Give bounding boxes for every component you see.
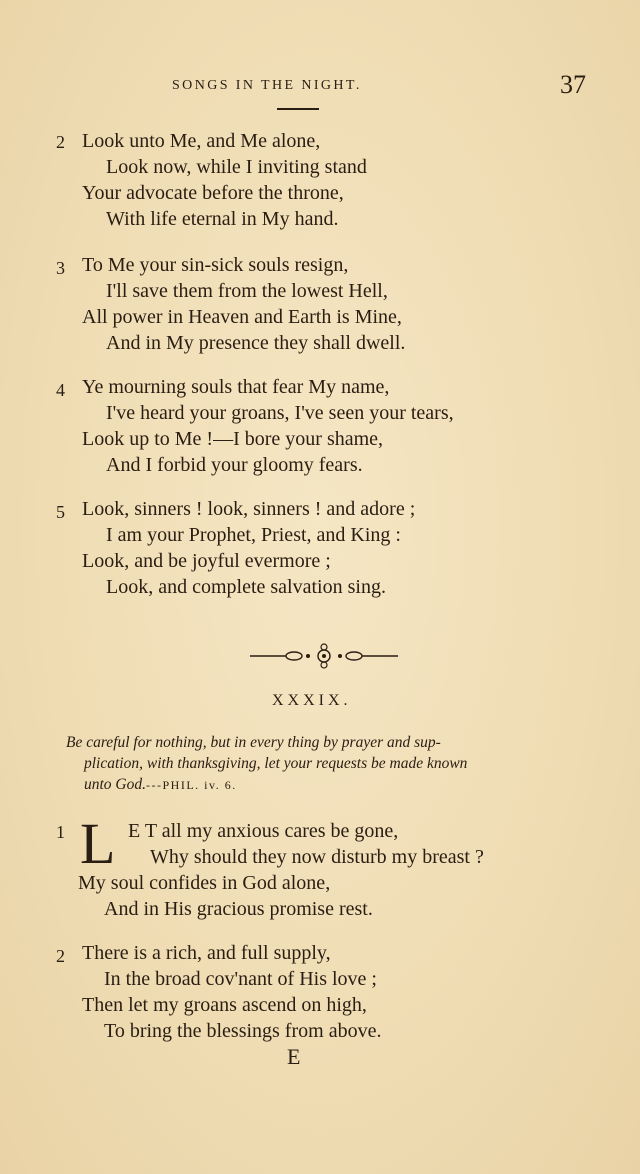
signature-mark: E xyxy=(287,1044,301,1069)
verse-line: There is a rich, and full supply, xyxy=(82,942,331,964)
verse-line: To Me your sin-sick souls resign, xyxy=(82,254,349,276)
drop-cap: L xyxy=(80,811,116,876)
header-rule xyxy=(277,108,319,110)
verse-line: And I forbid your gloomy fears. xyxy=(106,454,363,476)
verse-line: Ye mourning souls that fear My name, xyxy=(82,376,390,398)
hymn-number: XXXIX. xyxy=(272,692,352,709)
verse-line: All power in Heaven and Earth is Mine, xyxy=(82,306,402,328)
verse-line: And in My presence they shall dwell. xyxy=(106,332,406,354)
verse-line: I am your Prophet, Priest, and King : xyxy=(106,524,401,546)
verse-line: Look, sinners ! look, sinners ! and adore ; xyxy=(82,498,416,520)
stanza-number: 2 xyxy=(56,946,65,966)
verse-line: I've heard your groans, I've seen your tears, xyxy=(106,402,454,424)
ornament-divider-icon xyxy=(250,642,398,670)
verse-line: Look up to Me !—I bore your shame, xyxy=(82,428,384,450)
scripture-reference: ---PHIL. iv. 6. xyxy=(146,778,237,792)
verse-line: With life eternal in My hand. xyxy=(106,208,339,230)
stanza-number: 3 xyxy=(56,258,65,278)
epigraph-line: plication, with thanksgiving, let your requests be made known xyxy=(84,755,468,772)
verse-line: To bring the blessings from above. xyxy=(104,1020,382,1042)
verse-line: In the broad cov'nant of His love ; xyxy=(104,968,377,990)
verse-line: Your advocate before the throne, xyxy=(82,182,344,204)
verse-line: And in His gracious promise rest. xyxy=(104,898,373,920)
epigraph xyxy=(66,732,626,796)
stanza-number: 1 xyxy=(56,822,65,842)
page-header xyxy=(0,70,640,100)
stanza-number: 4 xyxy=(56,380,65,400)
verse-line: My soul confides in God alone, xyxy=(78,872,331,894)
verse-line: Look now, while I inviting stand xyxy=(106,156,367,178)
epigraph-line: unto God. xyxy=(84,776,146,793)
verse-line: Then let my groans ascend on high, xyxy=(82,994,367,1016)
verse-line: Look, and complete salvation sing. xyxy=(106,576,386,598)
verse-line: Look unto Me, and Me alone, xyxy=(82,130,321,152)
page-number: 37 xyxy=(560,70,586,99)
verse-line: Why should they now disturb my breast ? xyxy=(150,846,484,868)
running-head: SONGS IN THE NIGHT. xyxy=(172,78,362,93)
verse-line: Look, and be joyful evermore ; xyxy=(82,550,331,572)
epigraph-line: Be careful for nothing, but in every thing by prayer and sup- xyxy=(66,734,441,751)
verse-line: E T all my anxious cares be gone, xyxy=(128,820,399,842)
epigraph-line-3 xyxy=(66,774,626,796)
verse-line: I'll save them from the lowest Hell, xyxy=(106,280,388,302)
stanza-number: 2 xyxy=(56,132,65,152)
stanza-number: 5 xyxy=(56,502,65,522)
